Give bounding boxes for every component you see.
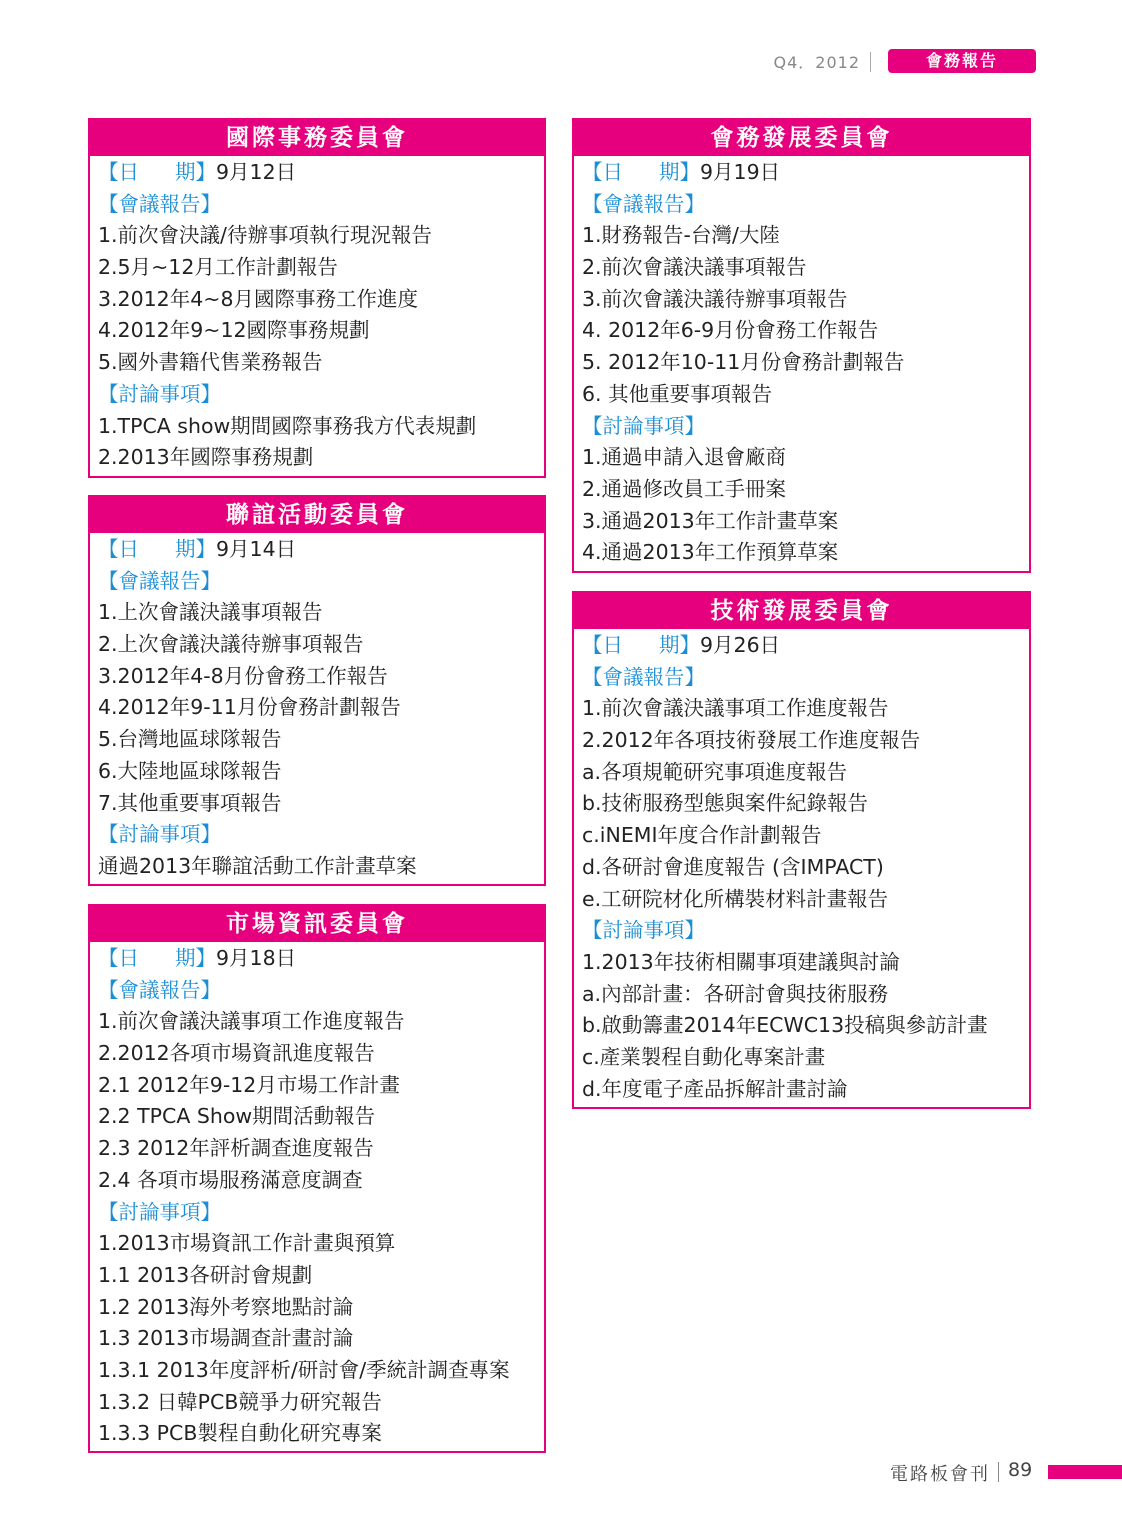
discussion-item: 通過2013年聯誼活動工作計畫草案 — [98, 853, 417, 878]
meeting-date: 9月26日 — [700, 633, 781, 657]
discussion-item: 1.通過申請入退會廠商 — [582, 445, 787, 470]
discussion-item: 1.3.2 日韓PCB競爭力研究報告 — [98, 1389, 382, 1414]
committee-title: 會務發展委員會 — [574, 120, 1029, 156]
report-item: 3.前次會議決議待辦事項報告 — [582, 286, 848, 311]
footer-divider — [998, 1462, 999, 1482]
report-item: 2.上次會議決議待辦事項報告 — [98, 632, 364, 657]
report-item: 2.2012各項市場資訊進度報告 — [98, 1041, 375, 1066]
discussion-item: a.內部計畫：各研討會與技術服務 — [582, 981, 889, 1006]
report-item: 1.財務報告-台灣/大陸 — [582, 223, 780, 248]
discussion-item: 1.3.1 2013年度評析/研討會/季統計調查專案 — [98, 1357, 510, 1382]
committee-body — [90, 533, 544, 883]
report-item: 2.前次會議決議事項報告 — [582, 255, 807, 280]
report-item: 2.4 各項市場服務滿意度調查 — [98, 1167, 363, 1192]
report-item: 6. 其他重要事項報告 — [582, 381, 773, 406]
report-item: 6.大陸地區球隊報告 — [98, 758, 282, 783]
date-label-close: 期】 — [175, 160, 216, 184]
report-item: 2.2012年各項技術發展工作進度報告 — [582, 728, 921, 753]
committee-title: 技術發展委員會 — [574, 593, 1029, 629]
discussion-item: 2.通過修改員工手冊案 — [582, 476, 787, 501]
committee-title: 聯誼活動委員會 — [90, 497, 544, 533]
report-item: 1.前次會議決議事項工作進度報告 — [98, 1009, 405, 1034]
committee-body — [90, 942, 544, 1450]
discussion-item: 1.TPCA show期間國際事務我方代表規劃 — [98, 413, 477, 438]
report-item: 3.2012年4-8月份會務工作報告 — [98, 663, 388, 688]
date-label-close: 期】 — [175, 537, 216, 561]
committee-body — [574, 156, 1029, 569]
discussion-heading: 【討論事項】 — [582, 413, 705, 438]
date-label-close: 期】 — [659, 160, 700, 184]
report-item: 1.前次會議決議事項工作進度報告 — [582, 696, 889, 721]
meeting-date-line — [582, 157, 1021, 189]
report-heading: 【會議報告】 — [582, 664, 705, 689]
meeting-date: 9月12日 — [216, 160, 297, 184]
committee-body — [90, 156, 544, 474]
committee-title: 市場資訊委員會 — [90, 906, 544, 942]
report-item: 7.其他重要事項報告 — [98, 790, 282, 815]
section-tag: 會務報告 — [888, 49, 1036, 73]
discussion-item: 4.通過2013年工作預算草案 — [582, 540, 839, 565]
meeting-date-line — [98, 157, 536, 189]
discussion-item: 1.2013市場資訊工作計畫與預算 — [98, 1231, 396, 1256]
discussion-heading: 【討論事項】 — [98, 822, 221, 847]
report-item: 4.2012年9-11月份會務計劃報告 — [98, 695, 401, 720]
discussion-item: 1.2013年技術相關事項建議與討論 — [582, 949, 900, 974]
report-item: d.各研討會進度報告 (含IMPACT) — [582, 854, 884, 879]
discussion-item: 1.2 2013海外考察地點討論 — [98, 1294, 354, 1319]
report-item: a.各項規範研究事項進度報告 — [582, 759, 848, 784]
discussion-item: 1.3 2013市場調查計畫討論 — [98, 1326, 354, 1351]
report-item: 4. 2012年6-9月份會務工作報告 — [582, 318, 879, 343]
discussion-heading: 【討論事項】 — [582, 918, 705, 943]
meeting-date-line — [98, 534, 536, 566]
report-heading: 【會議報告】 — [98, 568, 221, 593]
date-label-open: 【日 — [98, 160, 139, 184]
discussion-heading: 【討論事項】 — [98, 381, 221, 406]
report-item: 1.上次會議決議事項報告 — [98, 600, 323, 625]
meeting-date-line — [98, 943, 536, 975]
report-item: 5. 2012年10-11月份會務計劃報告 — [582, 350, 905, 375]
meeting-date-line — [582, 630, 1021, 662]
committee-box-tech — [572, 591, 1031, 1109]
discussion-item: d.年度電子產品拆解計畫討論 — [582, 1076, 848, 1101]
meeting-date: 9月14日 — [216, 537, 297, 561]
date-label-open: 【日 — [98, 537, 139, 561]
discussion-item: c.產業製程自動化專案計畫 — [582, 1044, 826, 1069]
page-number: 89 — [1008, 1459, 1033, 1481]
committee-box-affairs — [572, 118, 1031, 573]
date-label-close: 期】 — [659, 633, 700, 657]
report-item: 2.1 2012年9-12月市場工作計畫 — [98, 1072, 400, 1097]
report-heading: 【會議報告】 — [582, 191, 705, 216]
discussion-heading: 【討論事項】 — [98, 1199, 221, 1224]
report-item: 2.5月~12月工作計劃報告 — [98, 255, 338, 280]
report-item: 2.3 2012年評析調查進度報告 — [98, 1136, 374, 1161]
report-item: 5.國外書籍代售業務報告 — [98, 350, 323, 375]
publication-name: 電路板會刊 — [890, 1464, 990, 1485]
issue-label: Q4．2012 — [773, 53, 860, 72]
report-heading: 【會議報告】 — [98, 191, 221, 216]
report-item: 1.前次會決議/待辦事項執行現況報告 — [98, 223, 432, 248]
discussion-item: b.啟動籌畫2014年ECWC13投稿與參訪計畫 — [582, 1013, 988, 1038]
discussion-item: 1.1 2013各研討會規劃 — [98, 1262, 313, 1287]
report-item: 3.2012年4~8月國際事務工作進度 — [98, 286, 418, 311]
discussion-item: 2.2013年國際事務規劃 — [98, 445, 314, 470]
report-item: 5.台灣地區球隊報告 — [98, 727, 282, 752]
committee-title: 國際事務委員會 — [90, 120, 544, 156]
date-label-open: 【日 — [582, 633, 623, 657]
report-heading: 【會議報告】 — [98, 977, 221, 1002]
committee-box-fellowship — [88, 495, 546, 886]
meeting-date: 9月18日 — [216, 946, 297, 970]
date-label-open: 【日 — [98, 946, 139, 970]
header-divider — [870, 52, 871, 72]
committee-box-international — [88, 118, 546, 478]
meeting-date: 9月19日 — [700, 160, 781, 184]
report-item: 4.2012年9~12國際事務規劃 — [98, 318, 370, 343]
discussion-item: 1.3.3 PCB製程自動化研究專案 — [98, 1421, 382, 1446]
date-label-close: 期】 — [175, 946, 216, 970]
report-item: e.工研院材化所構裝材料計畫報告 — [582, 886, 889, 911]
date-label-open: 【日 — [582, 160, 623, 184]
report-item: b.技術服務型態與案件紀錄報告 — [582, 791, 869, 816]
committee-box-market — [88, 904, 546, 1453]
committee-body — [574, 629, 1029, 1105]
footer-accent-bar — [1048, 1465, 1122, 1479]
report-item: 2.2 TPCA Show期間活動報告 — [98, 1104, 376, 1129]
report-item: c.iNEMI年度合作計劃報告 — [582, 823, 822, 848]
discussion-item: 3.通過2013年工作計畫草案 — [582, 508, 839, 533]
